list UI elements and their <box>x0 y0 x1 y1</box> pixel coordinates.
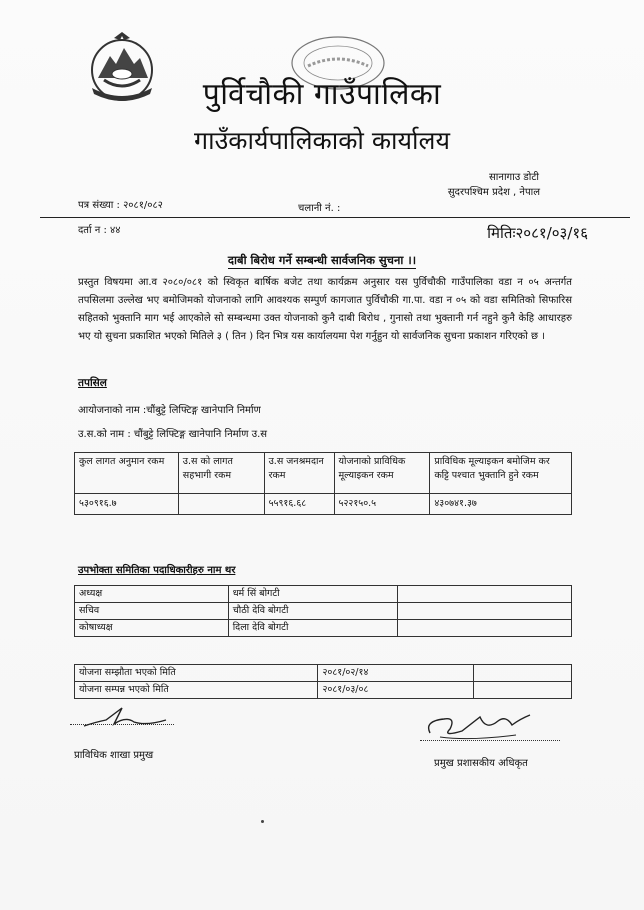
official-name: चौठी देवि बोगटी <box>228 603 398 620</box>
table-row <box>75 665 572 682</box>
cost-table-header-row <box>75 453 572 494</box>
officials-table <box>74 585 572 637</box>
table-cell <box>398 586 572 603</box>
header-divider <box>40 217 630 218</box>
table-header-cell: योजनाको प्राविधिक मूल्याइकन रकम <box>334 453 430 494</box>
table-cell: ५२२१५०.५ <box>334 494 430 515</box>
table-cell <box>178 494 264 515</box>
date-value: २०८१/०२/१४ <box>318 665 474 682</box>
office-title: गाउँकार्यपालिकाको कार्यालय <box>194 126 450 155</box>
technical-head-label: प्राविधिक शाखा प्रमुख <box>74 750 154 761</box>
date-label: योजना सम्पन्न भएको मिति <box>75 682 318 699</box>
project-name: आयोजनाको नाम :चौंबुट्टे लिफ्टिङ्ग खानेपानि निर्माण <box>78 405 261 416</box>
technical-head-signature <box>76 702 172 734</box>
municipality-title: पुर्विचौकी गाउँपालिका <box>202 77 442 112</box>
table-cell <box>474 665 572 682</box>
table-header-cell: प्राविधिक मूल्याइकन बमोजिम कर कट्टि पश्चात भुक्तानि हुने रकम <box>430 453 572 494</box>
dispatch-number: चलानी नं. : <box>298 203 341 214</box>
official-post: सचिव <box>75 603 229 620</box>
officials-heading: उपभोक्ता समितिका पदाधिकारीहरु नाम थर <box>78 565 236 576</box>
date-label: योजना सम्झौता भएको मिति <box>75 665 318 682</box>
official-post: कोषाध्यक्ष <box>75 620 229 637</box>
notice-subject: दाबी बिरोध गर्ने सम्बन्धी सार्वजनिक सुचना ।। <box>227 253 417 267</box>
table-row <box>75 620 572 637</box>
notice-date: मितिः२०८१/०३/१६ <box>487 224 588 242</box>
cost-table-value-row <box>75 494 572 515</box>
letter-number: पत्र संख्या : २०८१/०८२ <box>78 200 163 211</box>
table-cell: ५३०९१६.७ <box>75 494 179 515</box>
address-line-2: सुदरपश्चिम प्रदेश , नेपाल <box>447 187 540 198</box>
committee-name: उ.स.को नाम : चौंबुट्टे लिफ्टिङ्ग खानेपानि निर्माण उ.स <box>78 429 268 440</box>
paper-mark <box>261 820 264 823</box>
table-row <box>75 682 572 699</box>
signature-line-left <box>70 724 174 725</box>
table-cell <box>398 620 572 637</box>
table-row <box>75 603 572 620</box>
details-heading: तपसिल <box>78 377 107 389</box>
table-header-cell: उ.स को लागत सहभागी रकम <box>178 453 264 494</box>
official-name: धर्म सिं बोगटी <box>228 586 398 603</box>
date-value: २०८१/०३/०८ <box>318 682 474 699</box>
table-row <box>75 586 572 603</box>
cost-table <box>74 452 572 515</box>
table-cell <box>474 682 572 699</box>
table-cell <box>398 603 572 620</box>
notice-body: प्रस्तुत विषयमा आ.व २०८०/०८१ को स्विकृत बार्षिक बजेट तथा कार्यक्रम अनुसार यस पुर्विचौकी गाउँपालिका वडा न ०५ अन्तर्गत तपसिलमा उल्लेख भए बमोजिमको योजनाको लागि आवश्यक सम्पुर्ण कागजात पुर्विचौकी गा.पा. वडा न ०५ को वडा समितिको सिफारिस सहितको भुक्तानि माग भई आएकोले सो सम्बन्धमा उक्त योजनाको कुनै दाबी बिरोध , गुनासो तथा भुक्तानी गर्न नहुने कुनै केहि आधारहरु भए यो सुचना प्रकाशित भएको मितिले ३ ( तिन ) दिन भित्र यस कार्यालयमा पेश गर्नुहुन यो सार्वजनिक सुचना प्रकाशन गरिएको छ । <box>78 277 572 342</box>
table-header-cell: उ.स जनश्रमदान रकम <box>264 453 334 494</box>
official-post: अध्यक्ष <box>75 586 229 603</box>
table-header-cell: कुल लागत अनुमान रकम <box>75 453 179 494</box>
registration-number: दर्ता न : ४४ <box>78 225 121 236</box>
official-name: दिला देवि बोगटी <box>228 620 398 637</box>
signature-line-right <box>420 740 560 741</box>
table-cell: ४३०७४१.३७ <box>430 494 572 515</box>
table-cell: ५५९१६.६८ <box>264 494 334 515</box>
dates-table <box>74 664 572 699</box>
cao-label: प्रमुख प्रशासकीय अधिकृत <box>434 758 528 769</box>
address-line-1: सानागाउ डोटी <box>489 172 539 183</box>
